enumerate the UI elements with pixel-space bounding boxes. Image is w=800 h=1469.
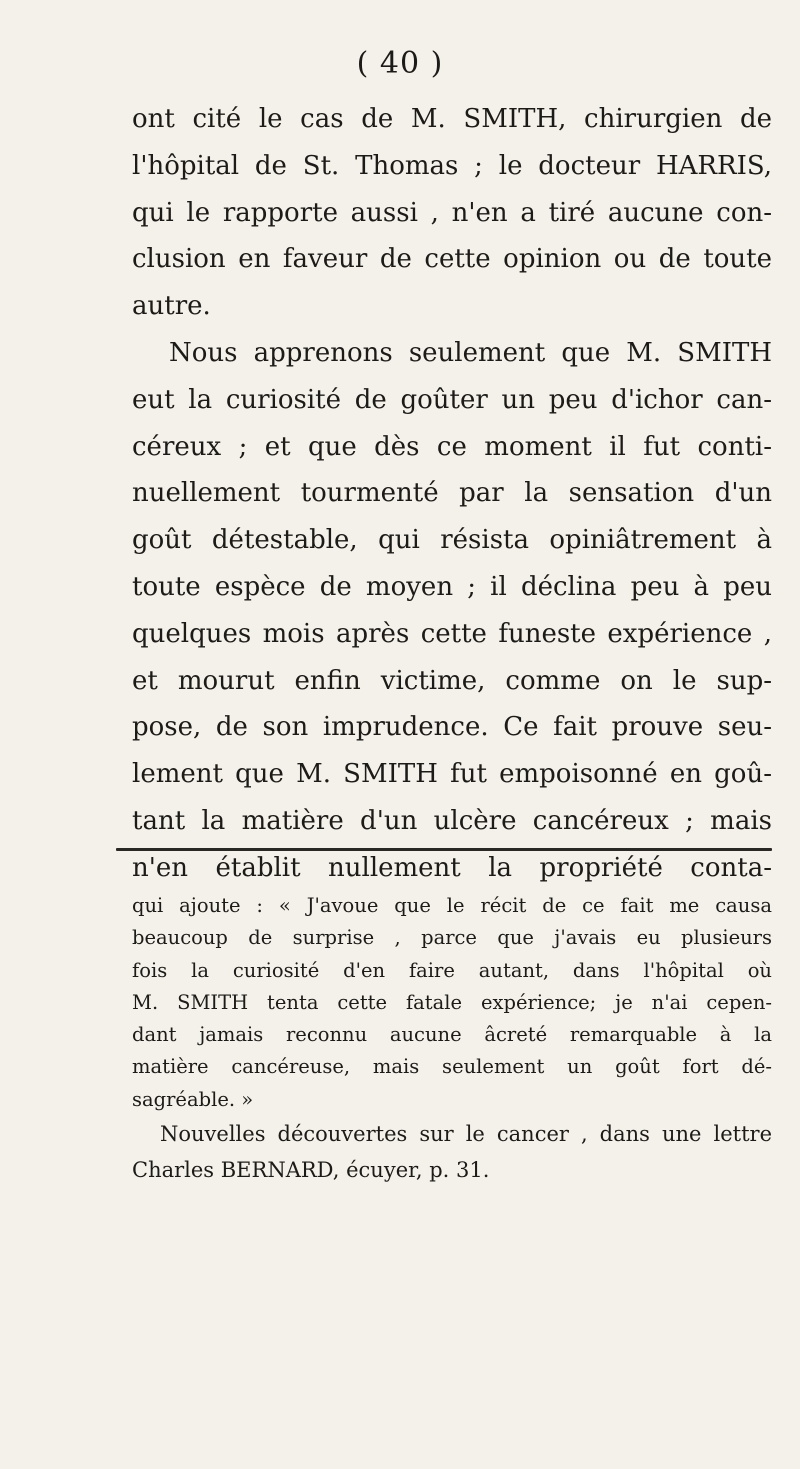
text-line: tant la matière d'un ulcère cancéreux ; mais bbox=[132, 805, 772, 836]
text-line: qui le rapporte aussi , n'en a tiré aucune con- bbox=[132, 197, 772, 228]
text-line: n'en établit nullement la propriété conta- bbox=[132, 852, 772, 883]
footnote-separator-rule bbox=[116, 848, 772, 851]
paragraph-first-line: Nous apprenons seulement que M. SMITH bbox=[169, 337, 772, 368]
footnote-line: beaucoup de surprise , parce que j'avais eu plusieurs bbox=[132, 926, 772, 950]
text-line: ont cité le cas de M. SMITH, chirurgien de bbox=[132, 104, 772, 134]
text-line: quelques mois après cette funeste expérience , bbox=[132, 618, 772, 649]
text-line: nuellement tourmenté par la sensation d'un bbox=[132, 478, 772, 509]
text-line: clusion en faveur de cette opinion ou de toute bbox=[132, 244, 772, 275]
text-line: eut la curiosité de goûter un peu d'ichor can- bbox=[132, 384, 772, 415]
footnote-source bbox=[132, 1116, 772, 1188]
footnote-line: sagréable. » bbox=[132, 1087, 254, 1111]
text-line: goût détestable, qui résista opiniâtrement à bbox=[132, 525, 772, 556]
footnote-line: M. SMITH tenta cette fatale expérience; je n'ai cepen- bbox=[132, 990, 772, 1014]
text-line: l'hôpital de St. Thomas ; le docteur HARRIS, bbox=[132, 150, 772, 181]
text-line: pose, de son imprudence. Ce fait prouve seu- bbox=[132, 712, 772, 743]
text-line: et mourut enfin victime, comme on le sup- bbox=[132, 665, 772, 696]
footnote-line: qui ajoute : « J'avoue que le récit de ce fait me causa bbox=[132, 894, 772, 917]
text-line: toute espèce de moyen ; il déclina peu à peu bbox=[132, 571, 772, 602]
footnote-source-line: Nouvelles découvertes sur le cancer , dans une lettre bbox=[160, 1122, 772, 1146]
text-line: lement que M. SMITH fut empoisonné en goû- bbox=[132, 759, 772, 790]
main-text-block bbox=[132, 96, 772, 892]
footnote-line: fois la curiosité d'en faire autant, dans l'hôpital où bbox=[132, 958, 772, 982]
footnote-source-line: Charles BERNARD, écuyer, p. 31. bbox=[132, 1158, 490, 1182]
footnote-line: dant jamais reconnu aucune âcreté remarquable à la bbox=[132, 1023, 772, 1047]
footnote-line: matière cancéreuse, mais seulement un goût fort dé- bbox=[132, 1055, 772, 1079]
page-number: ( 40 ) bbox=[356, 46, 444, 81]
text-line: céreux ; et que dès ce moment il fut conti- bbox=[132, 431, 772, 462]
text-line: autre. bbox=[132, 291, 211, 322]
footnote-block bbox=[132, 890, 772, 1116]
